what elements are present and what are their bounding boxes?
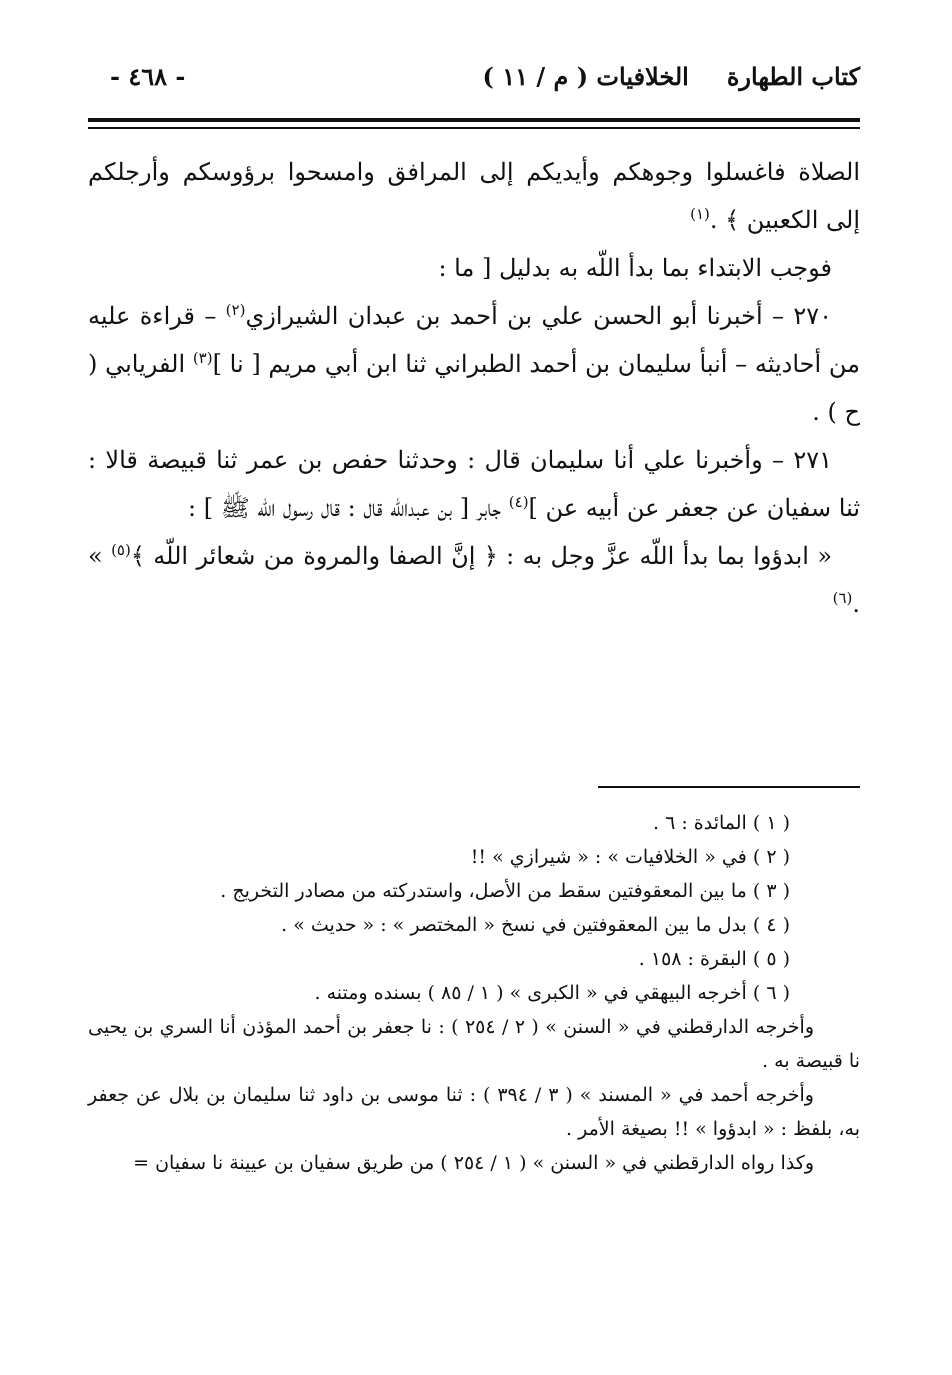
- paragraph-271: ٢٧١ – وأخبرنا علي أنا سليمان قال : وحدثنا حفص بن عمر ثنا قبيصة قالا : ثنا سفيان عن جعفر عن أبيه عن ]$^{(٤)}$ جابر [ بن عبداللّه قال : قال رسول اللّه ﷺ ] :: [88, 446, 860, 522]
- header-rule-thick: [88, 118, 860, 122]
- footnote-ref: (٦): [832, 589, 853, 607]
- footnote-ref: (٣): [192, 349, 213, 367]
- footnote-ref: (١): [690, 205, 710, 223]
- footnote-ref: (٥): [111, 541, 131, 559]
- footnote-ref: (٤): [508, 493, 529, 511]
- paragraph-hadith: « ابدؤوا بما بدأ اللّه عزَّ وجل به : ﴿ إنَّ الصفا والمروة من شعائر اللّه ﴾$^{(٥)}$ » .$^{(٦)}$: [88, 541, 860, 618]
- footnote-separator: [598, 786, 860, 788]
- book-title: كتاب الطهارة: [726, 61, 860, 91]
- footnote-paragraph: وأخرجه الدارقطني في « السنن » ( ٢ / ٢٥٤ ) : نا جعفر بن أحمد المؤذن أنا السري بن يحيى نا قبيصة به .: [88, 1016, 860, 1072]
- running-header: [110, 56, 860, 96]
- footnote-1: ( ١ ) المائدة : ٦ .: [652, 812, 790, 834]
- footnote-paragraph: وكذا رواه الدارقطني في « السنن » ( ١ / ٢٥٤ ) من طريق سفيان بن عيينة نا سفيان =: [133, 1152, 814, 1174]
- paragraph-1: الصلاة فاغسلوا وجوهكم وأيديكم إلى المرافق وامسحوا برؤوسكم وأرجلكم إلى الكعبين ﴾ .$^{(١)}$: [88, 158, 860, 234]
- footnote-4: ( ٤ ) بدل ما بين المعقوفتين في نسخ « المختصر » : « حديث » .: [281, 914, 790, 936]
- footnote-2: ( ٢ ) في « الخلافيات » : « شيرازي » !!: [470, 846, 790, 868]
- footnote-3: ( ٣ ) ما بين المعقوفتين سقط من الأصل، واستدركته من مصادر التخريج .: [220, 880, 790, 902]
- chapter-title: الخلافيات ( م / ١١ ): [482, 61, 689, 91]
- footnote-ref: (٢): [225, 301, 246, 319]
- paragraph-2: فوجب الابتداء بما بدأ اللّه به بدليل [ ما :: [438, 254, 832, 282]
- footnote-6: ( ٦ ) أخرجه البيهقي في « الكبرى » ( ١ / ٨٥ ) بسنده ومتنه .: [314, 982, 790, 1004]
- paragraph-270: ٢٧٠ – أخبرنا أبو الحسن علي بن أحمد بن عبدان الشيرازي$^{(٢)}$ – قراءة عليه من أحاديثه – أنبأ سليمان بن أحمد الطبراني ثنا ابن أبي مريم [ نا ]$^{(٣)}$ الفريابي ( ح ) .: [88, 301, 860, 426]
- footnote-paragraph: وأخرجه أحمد في « المسند » ( ٣ / ٣٩٤ ) : ثنا موسى بن داود ثنا سليمان بن بلال عن جعفر به، بلفظ : « ابدؤوا » !! بصيغة الأمر .: [88, 1084, 860, 1140]
- main-text: [88, 148, 860, 628]
- footnote-5: ( ٥ ) البقرة : ١٥٨ .: [638, 948, 790, 970]
- header-rule-thin: [88, 127, 860, 129]
- header-titles: [483, 62, 860, 91]
- footnotes: [88, 806, 860, 1180]
- page-number: - ٤٦٨ -: [110, 61, 186, 91]
